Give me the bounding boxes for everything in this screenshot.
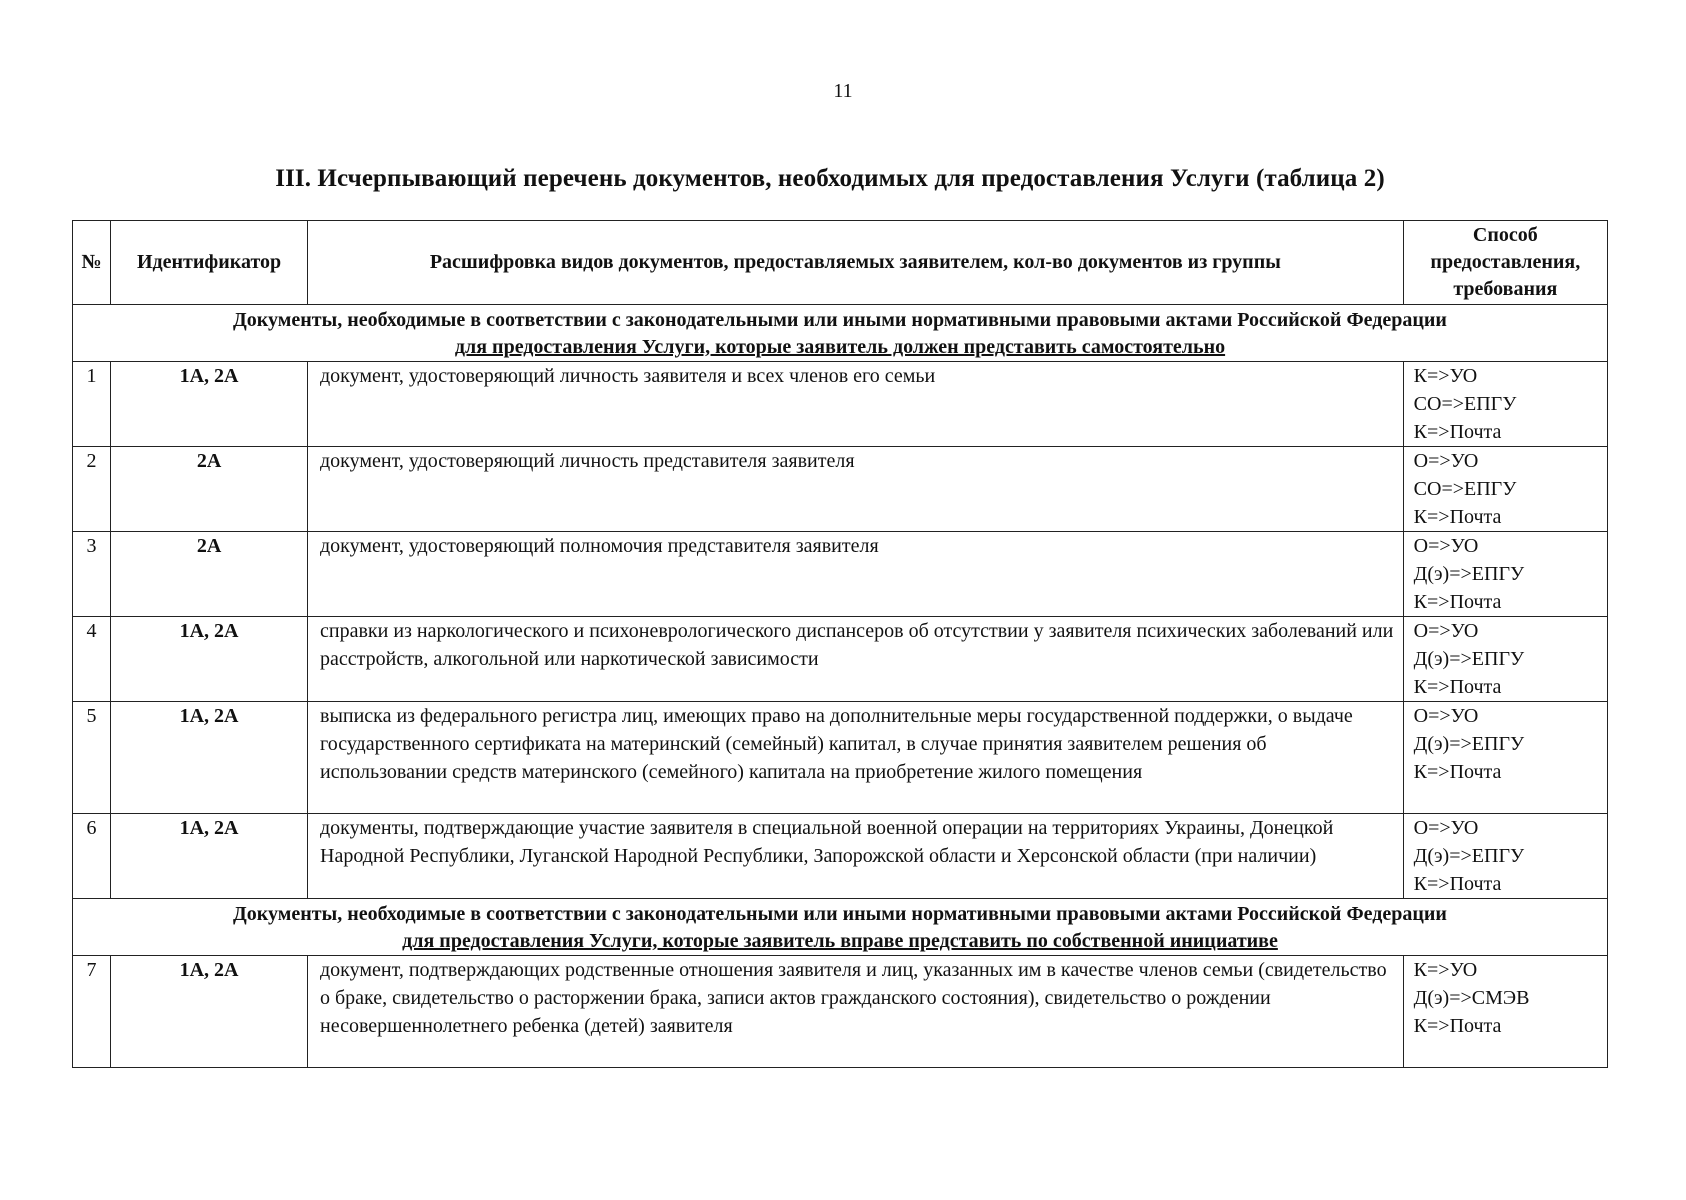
row-num: 2 xyxy=(73,447,111,532)
row-description: документ, удостоверяющий полномочия представителя заявителя xyxy=(308,532,1404,617)
method-line: СО=>ЕПГУ xyxy=(1413,478,1517,500)
row-identifier: 1А, 2А xyxy=(111,956,308,1068)
row-method xyxy=(1403,702,1607,814)
section-title-line2: для предоставления Услуги, которые заявитель должен представить самостоятельно xyxy=(454,336,1226,358)
method-line: К=>Почта xyxy=(1413,873,1502,895)
row-identifier: 1А, 2А xyxy=(111,362,308,447)
method-line: К=>Почта xyxy=(1413,676,1502,698)
row-identifier: 1А, 2А xyxy=(111,617,308,702)
section-title xyxy=(73,305,1608,362)
row-identifier: 2А xyxy=(111,532,308,617)
header-identifier: Идентификатор xyxy=(111,221,308,305)
row-num: 3 xyxy=(73,532,111,617)
header-num: № xyxy=(73,221,111,305)
method-line: Д(э)=>ЕПГУ xyxy=(1413,845,1525,867)
method-line: К=>Почта xyxy=(1413,421,1502,443)
row-description: документ, удостоверяющий личность представителя заявителя xyxy=(308,447,1404,532)
table-header-row xyxy=(73,221,1608,305)
page-title: III. Исчерпывающий перечень документов, необходимых для предоставления Услуги (таблица 2) xyxy=(275,165,1385,192)
method-line: Д(э)=>СМЭВ xyxy=(1413,987,1530,1009)
row-description: документы, подтверждающие участие заявителя в специальной военной операции на территориях Украины, Донецкой Народной Республики, Луганской Народной Республики, Запорожской области и Херсонской области (при наличии) xyxy=(308,814,1404,899)
row-method xyxy=(1403,447,1607,532)
row-identifier: 1А, 2А xyxy=(111,814,308,899)
row-method xyxy=(1403,532,1607,617)
method-line: Д(э)=>ЕПГУ xyxy=(1413,648,1525,670)
row-method xyxy=(1403,617,1607,702)
method-line: К=>Почта xyxy=(1413,506,1502,528)
method-line: О=>УО xyxy=(1413,450,1479,472)
section-title-line2: для предоставления Услуги, которые заявитель вправе представить по собственной инициативе xyxy=(402,930,1278,952)
method-line: К=>УО xyxy=(1413,959,1478,981)
header-method: Способ предоставления, требования xyxy=(1403,221,1607,305)
table-row xyxy=(73,956,1608,1068)
method-line: Д(э)=>ЕПГУ xyxy=(1413,733,1525,755)
documents-table xyxy=(72,220,1608,1068)
method-line: СО=>ЕПГУ xyxy=(1413,393,1517,415)
row-description: документ, подтверждающих родственные отношения заявителя и лиц, указанных им в качестве членов семьи (свидетельство о браке, свидетельство о расторжении брака, записи актов гражданского состояния), свидетельство о рождении несовершеннолетнего ребенка (детей) заявителя xyxy=(308,956,1404,1068)
method-line: К=>Почта xyxy=(1413,591,1502,613)
method-line: К=>Почта xyxy=(1413,1015,1502,1037)
table-row xyxy=(73,447,1608,532)
row-identifier: 2А xyxy=(111,447,308,532)
row-method xyxy=(1403,814,1607,899)
method-line: О=>УО xyxy=(1413,535,1479,557)
row-description: документ, удостоверяющий личность заявителя и всех членов его семьи xyxy=(308,362,1404,447)
row-description: выписка из федерального регистра лиц, имеющих право на дополнительные меры государственной поддержки, о выдаче государственного сертификата на материнский (семейный) капитал, в случае принятия заявителем решения об использовании средств материнского (семейного) капитала на приобретение жилого помещения xyxy=(308,702,1404,814)
method-line: О=>УО xyxy=(1413,817,1479,839)
row-method xyxy=(1403,956,1607,1068)
page-number: 11 xyxy=(833,80,853,102)
method-line: К=>Почта xyxy=(1413,761,1502,783)
row-num: 6 xyxy=(73,814,111,899)
method-line: К=>УО xyxy=(1413,365,1478,387)
method-line: О=>УО xyxy=(1413,705,1479,727)
table-row xyxy=(73,814,1608,899)
row-num: 4 xyxy=(73,617,111,702)
row-method xyxy=(1403,362,1607,447)
table-row xyxy=(73,702,1608,814)
row-identifier: 1А, 2А xyxy=(111,702,308,814)
section-title-line1: Документы, необходимые в соответствии с законодательными или иными нормативными правовыми актами Российской Федерации xyxy=(233,309,1447,331)
method-line: Д(э)=>ЕПГУ xyxy=(1413,563,1525,585)
row-num: 5 xyxy=(73,702,111,814)
section-title xyxy=(73,899,1608,956)
header-description: Расшифровка видов документов, предоставляемых заявителем, кол-во документов из группы xyxy=(308,221,1404,305)
table-row xyxy=(73,362,1608,447)
table-row xyxy=(73,532,1608,617)
section-row xyxy=(73,305,1608,362)
section-title-line1: Документы, необходимые в соответствии с законодательными или иными нормативными правовыми актами Российской Федерации xyxy=(233,903,1447,925)
row-num: 1 xyxy=(73,362,111,447)
row-num: 7 xyxy=(73,956,111,1068)
section-row xyxy=(73,899,1608,956)
table-row xyxy=(73,617,1608,702)
row-description: справки из наркологического и психоневрологического диспансеров об отсутствии у заявителя психических заболеваний или расстройств, алкогольной или наркотической зависимости xyxy=(308,617,1404,702)
method-line: О=>УО xyxy=(1413,620,1479,642)
